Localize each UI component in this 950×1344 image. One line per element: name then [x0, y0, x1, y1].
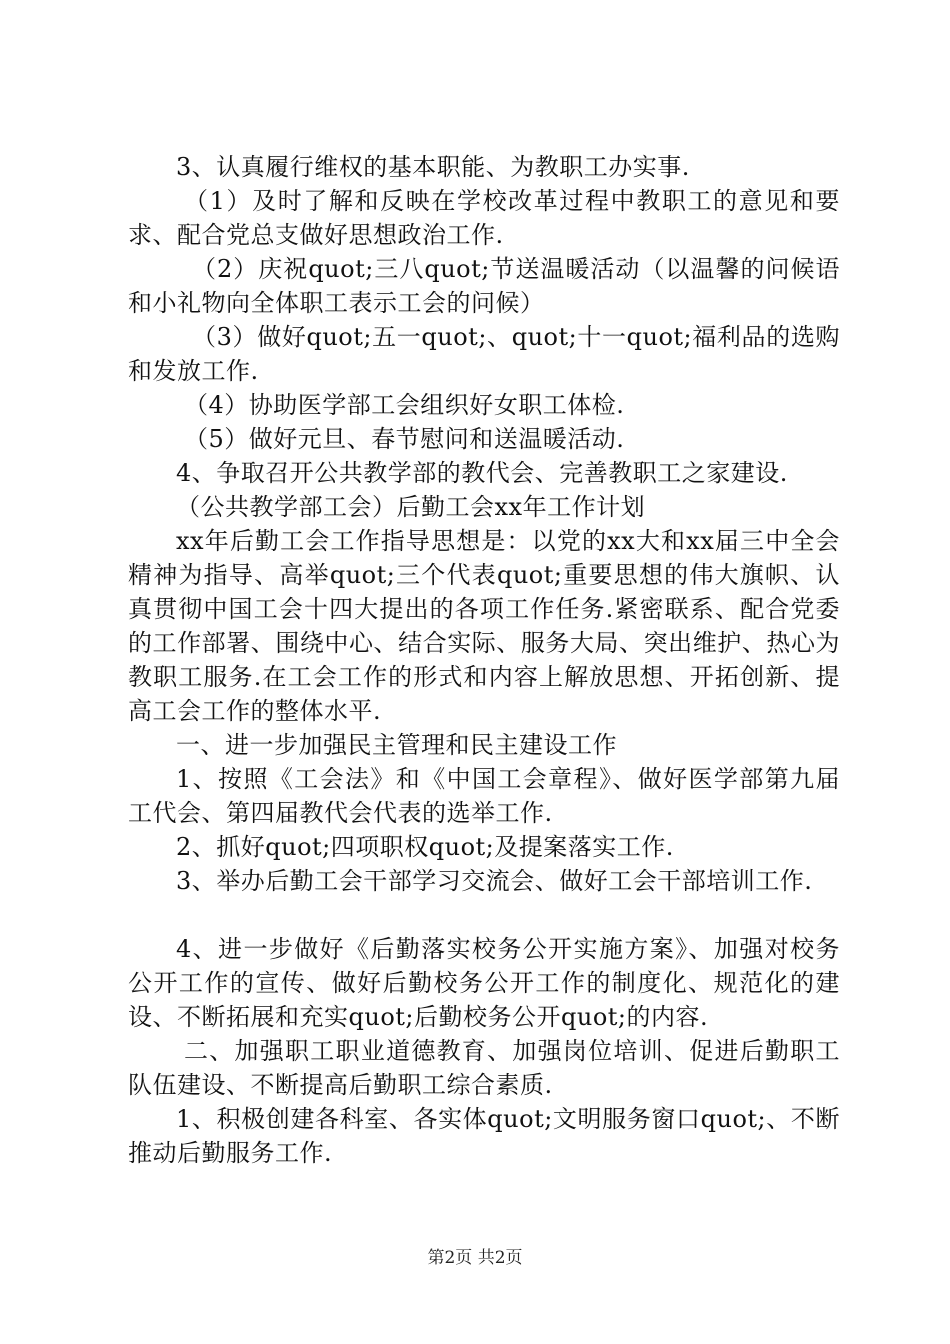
- paragraph: （2）庆祝quot;三八quot;节送温暖活动（以温馨的问候语和小礼物向全体职工表示工会的问候）: [128, 255, 840, 317]
- paragraph: （4）协助医学部工会组织好女职工体检.: [184, 391, 625, 419]
- document-body: [128, 150, 840, 1170]
- page-footer: 第2页 共2页: [427, 1248, 523, 1268]
- paragraph: （公共教学部工会）后勤工会xx年工作计划: [176, 493, 646, 521]
- paragraph: 1、按照《工会法》和《中国工会章程》、做好医学部第九届工代会、第四届教代会代表的选举工作.: [128, 765, 840, 827]
- blank-line: [128, 898, 840, 932]
- paragraph: 2、抓好quot;四项职权quot;及提案落实工作.: [176, 833, 674, 861]
- paragraph: xx年后勤工会工作指导思想是：以党的xx大和xx届三中全会精神为指导、高举quot;三个代表quot;重要思想的伟大旗帜、认真贯彻中国工会十四大提出的各项工作任务.紧密联系、配合党委的工作部署、围绕中心、结合实际、服务大局、突出维护、热心为教职工服务.在工会工作的形式和内容上解放思想、开拓创新、提高工会工作的整体水平.: [128, 527, 840, 725]
- paragraph: （5）做好元旦、春节慰问和送温暖活动.: [184, 425, 625, 453]
- paragraph: （1）及时了解和反映在学校改革过程中教职工的意见和要求、配合党总支做好思想政治工作.: [128, 187, 840, 249]
- paragraph: 4、进一步做好《后勤落实校务公开实施方案》、加强对校务公开工作的宣传、做好后勤校务公开工作的制度化、规范化的建设、不断拓展和充实quot;后勤校务公开quot;的内容.: [128, 935, 840, 1031]
- paragraph: 3、认真履行维权的基本职能、为教职工办实事.: [176, 153, 690, 181]
- paragraph: 一、进一步加强民主管理和民主建设工作: [176, 731, 617, 759]
- paragraph: 4、争取召开公共教学部的教代会、完善教职工之家建设.: [176, 459, 788, 487]
- paragraph: 3、举办后勤工会干部学习交流会、做好工会干部培训工作.: [176, 867, 813, 895]
- paragraph: 1、积极创建各科室、各实体quot;文明服务窗口quot;、不断推动后勤服务工作.: [128, 1105, 840, 1167]
- paragraph: 二、加强职工职业道德教育、加强岗位培训、促进后勤职工队伍建设、不断提高后勤职工综合素质.: [128, 1037, 840, 1099]
- paragraph: （3）做好quot;五一quot;、quot;十一quot;福利品的选购和发放工作.: [128, 323, 840, 385]
